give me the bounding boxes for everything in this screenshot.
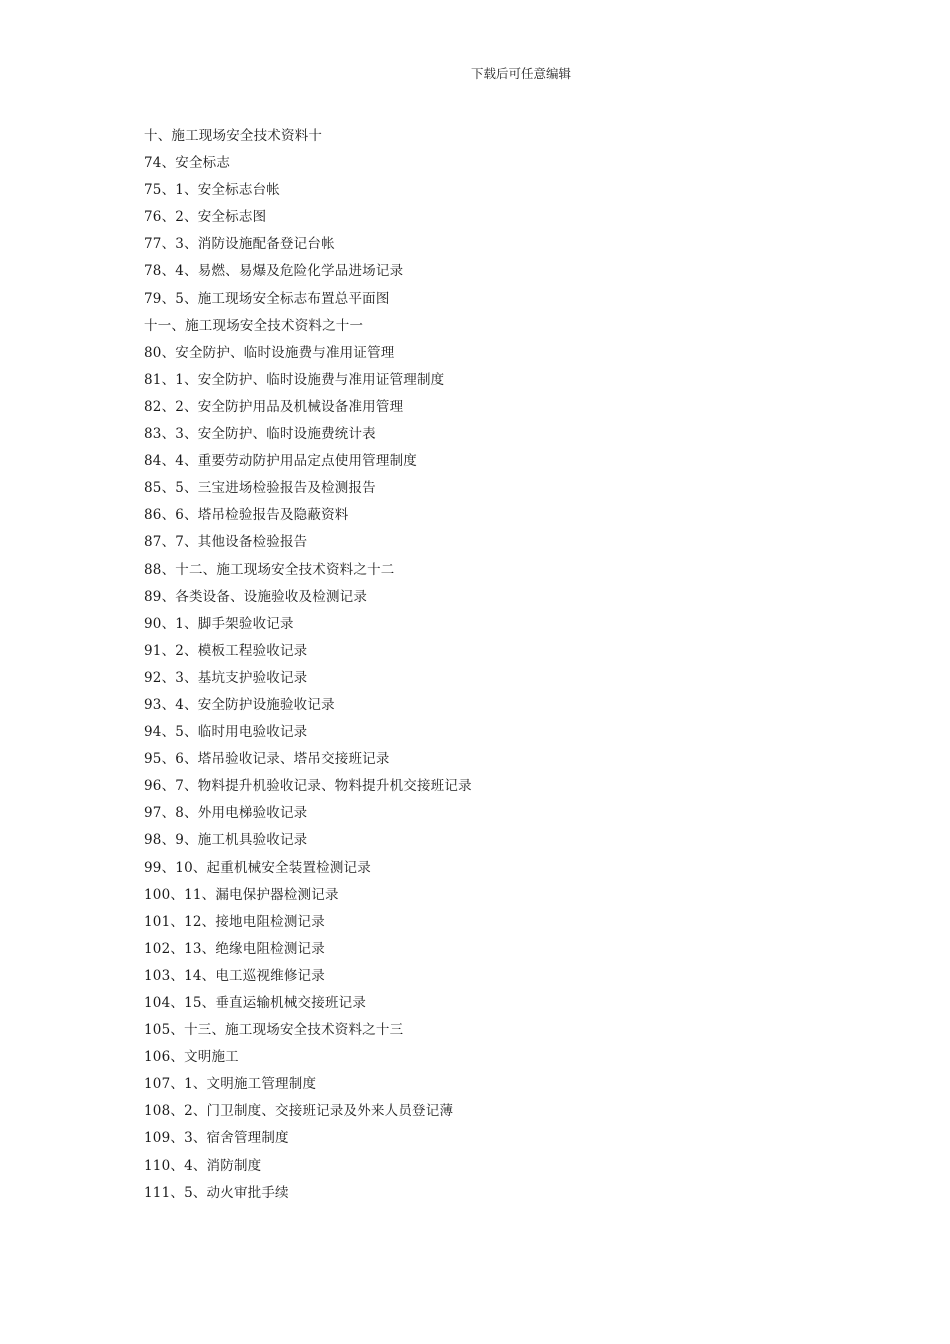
toc-item: 108、2、门卫制度、交接班记录及外来人员登记薄 — [144, 1103, 454, 1120]
toc-item: 79、5、施工现场安全标志布置总平面图 — [144, 290, 390, 307]
toc-item: 93、4、安全防护设施验收记录 — [144, 696, 335, 713]
toc-item: 110、4、消防制度 — [144, 1157, 262, 1174]
toc-item: 83、3、安全防护、临时设施费统计表 — [144, 426, 376, 443]
toc-item: 107、1、文明施工管理制度 — [144, 1076, 317, 1093]
table-of-contents — [144, 126, 472, 1210]
toc-item: 89、各类设备、设施验收及检测记录 — [144, 588, 368, 605]
toc-item: 109、3、宿舍管理制度 — [144, 1130, 289, 1147]
toc-item: 77、3、消防设施配备登记台帐 — [144, 236, 335, 253]
toc-item: 100、11、漏电保护器检测记录 — [144, 886, 339, 903]
toc-item: 86、6、塔吊检验报告及隐蔽资料 — [144, 507, 349, 524]
toc-item: 97、8、外用电梯验收记录 — [144, 805, 308, 822]
toc-item: 94、5、临时用电验收记录 — [144, 724, 308, 741]
toc-item: 75、1、安全标志台帐 — [144, 182, 280, 199]
toc-item: 87、7、其他设备检验报告 — [144, 534, 308, 551]
toc-item: 101、12、接地电阻检测记录 — [144, 913, 325, 930]
toc-item: 78、4、易燃、易爆及危险化学品进场记录 — [144, 263, 404, 280]
toc-item: 76、2、安全标志图 — [144, 209, 267, 226]
toc-item: 91、2、模板工程验收记录 — [144, 642, 308, 659]
toc-item: 111、5、动火审批手续 — [144, 1184, 289, 1201]
toc-item: 92、3、基坑支护验收记录 — [144, 669, 308, 686]
toc-item: 106、文明施工 — [144, 1049, 239, 1066]
toc-item: 88、十二、施工现场安全技术资料之十二 — [144, 561, 395, 578]
toc-item: 98、9、施工机具验收记录 — [144, 832, 308, 849]
header-note: 下载后可任意编辑 — [470, 66, 571, 81]
toc-item: 十、施工现场安全技术资料十 — [144, 128, 323, 144]
toc-item: 82、2、安全防护用品及机械设备准用管理 — [144, 398, 404, 415]
toc-item: 104、15、垂直运输机械交接班记录 — [144, 995, 367, 1011]
toc-item: 99、10、起重机械安全装置检测记录 — [144, 859, 371, 876]
toc-item: 96、7、物料提升机验收记录、物料提升机交接班记录 — [144, 778, 472, 795]
toc-item: 105、十三、施工现场安全技术资料之十三 — [144, 1022, 404, 1039]
toc-item: 95、6、塔吊验收记录、塔吊交接班记录 — [144, 751, 390, 768]
toc-item: 81、1、安全防护、临时设施费与准用证管理制度 — [144, 371, 445, 388]
toc-item: 80、安全防护、临时设施费与准用证管理 — [144, 344, 395, 361]
toc-item: 90、1、脚手架验收记录 — [144, 615, 294, 632]
toc-item: 84、4、重要劳动防护用品定点使用管理制度 — [144, 453, 417, 470]
toc-item: 十一、施工现场安全技术资料之十一 — [144, 317, 364, 334]
toc-item: 74、安全标志 — [144, 155, 231, 172]
toc-item: 103、14、电工巡视维修记录 — [144, 967, 325, 984]
toc-item: 85、5、三宝进场检验报告及检测报告 — [144, 480, 376, 497]
toc-item: 102、13、绝缘电阻检测记录 — [144, 940, 325, 957]
